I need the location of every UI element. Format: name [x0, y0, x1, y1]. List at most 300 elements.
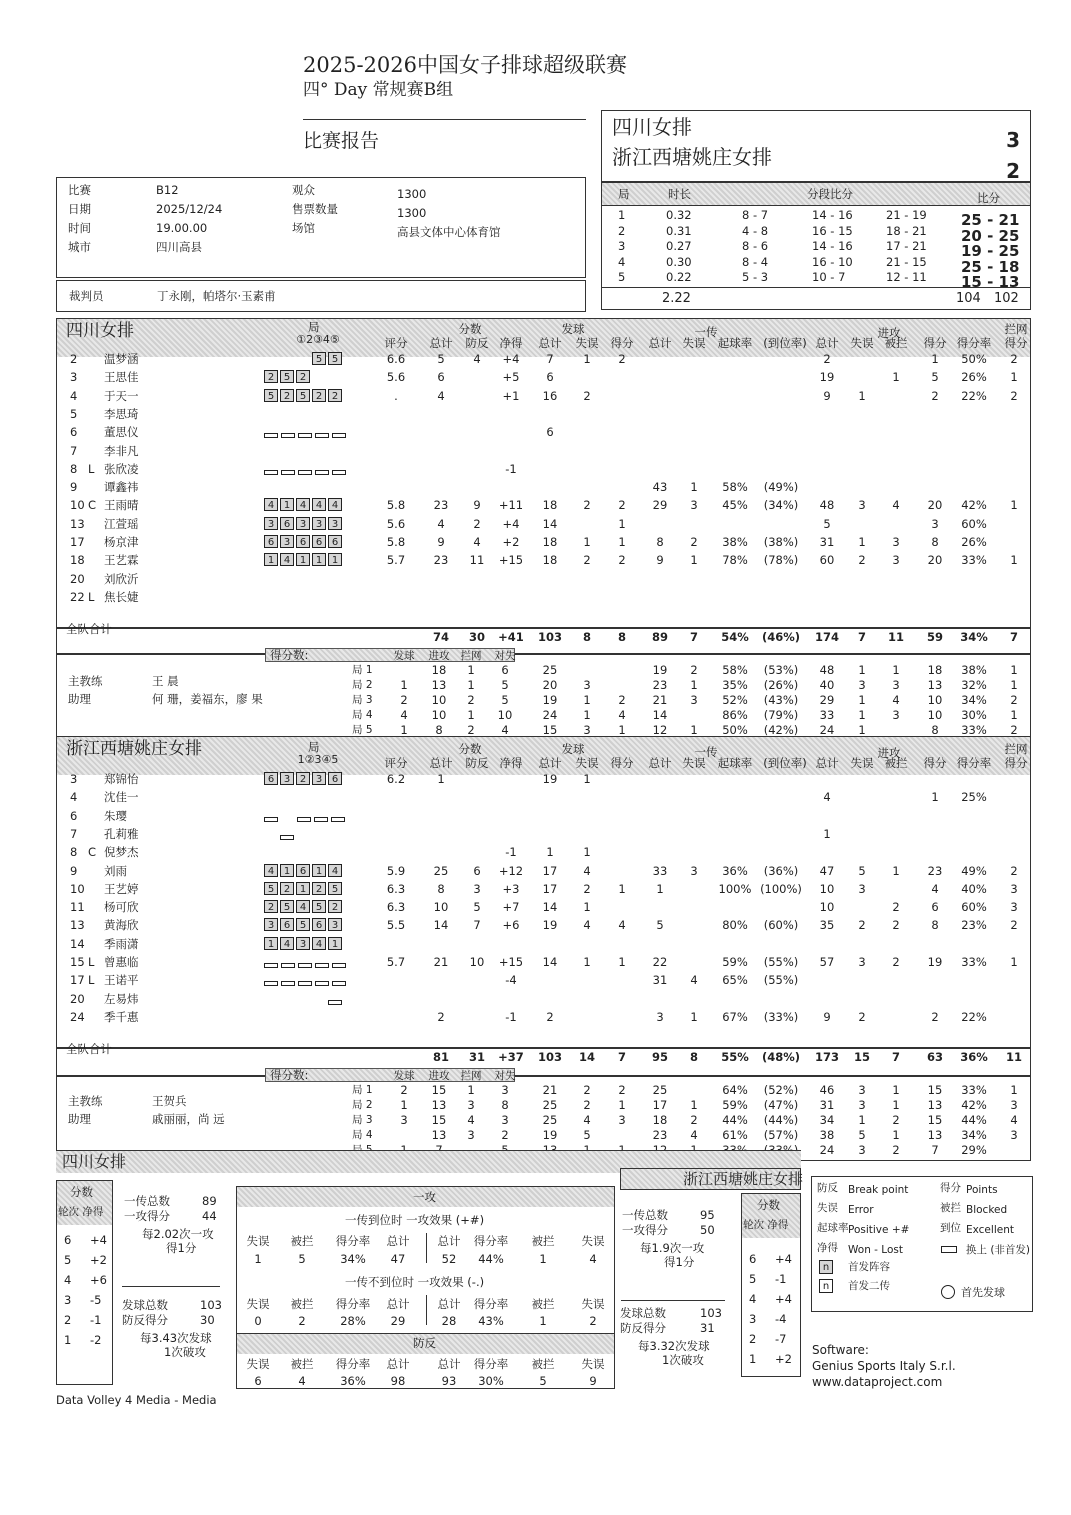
first-serve-circle-icon — [941, 1285, 955, 1299]
col-head-block: 拦网 — [1004, 322, 1028, 336]
rotation-empty — [264, 992, 278, 1005]
set-points-cell: 1 — [467, 678, 475, 692]
team-total-cell: 14 — [578, 1050, 595, 1064]
stat-cell: 1 — [618, 881, 626, 896]
set-stat-cell: 13 — [927, 1098, 943, 1112]
player-name: 季雨潇 — [104, 936, 139, 951]
set-label: 局 2 — [352, 1099, 373, 1111]
stat-cell: 3 — [690, 863, 698, 878]
stat-cell: 5.7 — [386, 955, 406, 969]
rotation-position: 2 — [296, 370, 310, 383]
stat-cell: +12 — [498, 863, 524, 878]
stat-cell: 80% — [722, 918, 748, 933]
rotation-position: 5 — [312, 900, 326, 913]
set-score: 25 - 21 — [961, 211, 1020, 229]
sub-marker — [298, 963, 312, 968]
stat-cell: 3 — [858, 881, 866, 896]
stat-cell: 23 — [433, 498, 449, 513]
good-pass-value: 1 — [539, 1252, 547, 1266]
legend-key: 防反 — [817, 1182, 838, 1194]
sub-marker — [281, 981, 295, 986]
team-total-cell: 36% — [960, 1050, 988, 1064]
stat-cell: 5.7 — [386, 553, 406, 568]
coach-label: 主教练 — [68, 674, 103, 688]
player-rotation — [264, 900, 344, 919]
stat-cell: 14 — [433, 918, 449, 933]
stat-cell: 9 — [473, 498, 481, 513]
set-stat-cell: 1 — [1010, 663, 1018, 677]
player-number: 3 — [70, 370, 78, 385]
rotation-net: -5 — [90, 1293, 102, 1307]
rotation-position: 4 — [296, 498, 310, 511]
stat-cell: 1 — [690, 553, 698, 568]
stat-cell: (55%) — [763, 973, 799, 988]
col-head-error: 失误 — [575, 336, 599, 350]
stat-cell: 33% — [961, 553, 987, 568]
rotation-empty — [297, 827, 311, 840]
set-stat-cell: 3 — [1010, 1128, 1018, 1142]
software-label: Software: — [812, 1343, 869, 1357]
counter-value: 30% — [478, 1374, 504, 1388]
info-value: B12 — [156, 183, 179, 197]
summary-label: 发球总数 — [122, 1298, 168, 1312]
setter-icon: n — [819, 1279, 833, 1293]
stat-cell: 3 — [931, 516, 939, 531]
rotation-position: 2 — [296, 772, 310, 785]
points-head: 拦网 — [460, 650, 482, 662]
attack-head: 失误 — [581, 1357, 605, 1371]
set-stat-cell: 3 — [892, 678, 900, 692]
rotation-position: 1 — [328, 937, 342, 950]
set-stat-cell: 5 — [858, 1128, 866, 1142]
stat-cell: 3 — [892, 553, 900, 568]
stat-cell: (34%) — [763, 498, 799, 513]
legend-desc: Break point — [848, 1184, 909, 1196]
rotation-position: 4 — [328, 498, 342, 511]
col-head-recv: 一传 — [694, 745, 718, 759]
stat-cell: 4 — [690, 973, 698, 988]
stat-cell: 4 — [473, 535, 481, 549]
col-head-point: 得分 — [923, 336, 947, 350]
set-stat-cell: 44% — [722, 1113, 748, 1127]
col-head-block: 拦网 — [1004, 742, 1028, 756]
stat-cell: 2 — [931, 388, 939, 403]
set-label: 局 3 — [352, 1114, 373, 1126]
rotation-position: 1 — [264, 937, 278, 950]
set-duration: 0.30 — [666, 254, 692, 269]
player-number: 6 — [70, 808, 78, 823]
stat-cell: 9 — [656, 553, 664, 568]
set-partial-8: 5 - 3 — [742, 270, 769, 284]
stat-cell: 8 — [931, 918, 939, 933]
home-team-name: 四川女排 — [612, 115, 692, 139]
info-label: 日期 — [68, 202, 91, 216]
rotation-position: 2 — [264, 900, 278, 913]
assistant-label: 助理 — [68, 1112, 91, 1126]
team-total-cell: +37 — [498, 1050, 524, 1064]
stat-cell: 5 — [473, 900, 481, 915]
attack-head: 总计 — [437, 1357, 461, 1371]
set-points-cell: 2 — [467, 723, 475, 737]
player-number: 10 — [70, 498, 85, 513]
player-number: 14 — [70, 936, 85, 951]
col-head-total: 总计 — [815, 336, 839, 350]
rotation-position: 2 — [328, 900, 342, 913]
stat-cell: . — [394, 388, 398, 403]
rotation-empty — [264, 352, 278, 365]
stat-cell: 31 — [652, 973, 668, 988]
set-stat-cell: 2 — [618, 693, 626, 707]
player-rotation — [264, 772, 344, 791]
stat-cell: 1 — [656, 881, 664, 896]
summary-label: 一攻得分 — [124, 1209, 170, 1223]
stat-cell: +6 — [502, 918, 520, 933]
stat-cell: 6.2 — [386, 772, 406, 786]
legend-desc: Error — [848, 1204, 874, 1216]
set-stat-cell: 1 — [690, 723, 698, 737]
player-rotation — [264, 992, 345, 1011]
player-rotation — [264, 809, 348, 828]
sub-marker-icon — [941, 1246, 957, 1253]
home-sets-won: 3 — [1006, 128, 1020, 152]
stat-cell: 18 — [542, 498, 558, 513]
stat-cell: 5 — [656, 918, 664, 933]
set-stat-cell: 1 — [618, 723, 626, 737]
player-rotation — [264, 352, 344, 371]
col-head-excellent: (到位率) — [763, 336, 807, 350]
stat-cell: 21 — [433, 955, 449, 969]
points-head: 发球 — [393, 1070, 415, 1082]
rotation-position: 4 — [264, 864, 278, 877]
team-total-cell: 59 — [926, 630, 943, 644]
set-stat-cell: (79%) — [763, 708, 799, 722]
legend-desc: 首发二传 — [848, 1280, 890, 1292]
rotation-position: 2 — [312, 882, 326, 895]
set-stat-cell: 1 — [858, 1113, 866, 1127]
attack-head: 总计 — [437, 1234, 461, 1248]
set-stat-cell: 17 — [652, 1098, 668, 1112]
player-name: 黄海欣 — [104, 918, 139, 933]
player-rotation — [264, 498, 344, 517]
stat-cell: 3 — [858, 498, 866, 513]
set-stat-cell: 24 — [819, 1143, 835, 1157]
set-stat-cell: 42% — [961, 1098, 987, 1112]
summary-value: 30 — [200, 1313, 215, 1327]
set-stat-cell: 19 — [542, 1128, 558, 1142]
rotation-net: -2 — [90, 1333, 102, 1347]
player-name: 孔莉雅 — [104, 826, 139, 841]
team-total-cell: 11 — [1005, 1050, 1022, 1064]
referee-label: 裁判员 — [69, 289, 104, 303]
set-stat-cell: 25 — [542, 1098, 558, 1112]
attack-head: 被拦 — [290, 1297, 314, 1311]
stat-cell: 2 — [437, 1009, 445, 1024]
set-stat-cell: (57%) — [763, 1128, 799, 1142]
stat-cell: 4 — [437, 516, 445, 531]
stat-cell: 1 — [858, 535, 866, 549]
total-duration: 2.22 — [662, 291, 691, 306]
col-head-point: 得分 — [923, 756, 947, 770]
set-stat-cell: 12 — [652, 723, 668, 737]
stat-cell: 1 — [583, 845, 591, 860]
stat-cell: 6 — [546, 370, 554, 385]
rotation-position: 6 — [280, 918, 294, 931]
info-label: 时间 — [68, 221, 91, 235]
col-head-bp: 防反 — [465, 756, 489, 770]
set-points-cell: 10 — [431, 693, 447, 707]
stat-cell: 47 — [819, 863, 835, 878]
player-role: L — [88, 955, 95, 969]
set-stat-cell: 59% — [722, 1098, 748, 1112]
rotation-number: 1 — [749, 1352, 757, 1366]
attack-head: 得分率 — [473, 1234, 509, 1248]
stat-cell: 1 — [823, 826, 831, 841]
set-stat-cell: 10 — [927, 693, 943, 707]
set-partial-8: 8 - 6 — [742, 239, 769, 253]
rotation-number: 6 — [749, 1252, 757, 1266]
set-points-cell: 3 — [467, 1098, 475, 1112]
set-points-cell: 3 — [400, 1113, 408, 1127]
stat-cell: +15 — [498, 955, 524, 969]
player-number: 4 — [70, 388, 78, 403]
summary-note: 得1分 — [166, 1241, 197, 1255]
set-stat-cell: 2 — [583, 1083, 591, 1097]
rotation-position: 4 — [296, 900, 310, 913]
player-number: 8 — [70, 845, 78, 860]
fangfan-label: 防反 — [413, 1336, 436, 1350]
player-rotation — [264, 535, 344, 554]
set-stat-cell: 34 — [819, 1113, 835, 1127]
stat-cell: 2 — [583, 498, 591, 513]
rotation-empty — [296, 352, 310, 365]
player-name: 谭鑫祎 — [104, 480, 139, 495]
stat-cell: (60%) — [763, 918, 799, 933]
rotation-position: 1 — [264, 553, 278, 566]
stat-cell: 78% — [722, 553, 748, 568]
stat-cell: 6 — [437, 370, 445, 385]
col-head-total: 总计 — [648, 756, 672, 770]
team-total-cell: 7 — [891, 1050, 900, 1064]
stat-cell: +1 — [502, 388, 520, 403]
set-points-cell: 18 — [431, 663, 447, 677]
stat-cell: 1 — [618, 955, 626, 969]
rotation-position: 3 — [280, 535, 294, 548]
stat-cell: +15 — [498, 553, 524, 568]
stat-cell: -4 — [505, 973, 517, 988]
player-number: 17 — [70, 973, 85, 988]
player-name: 于天一 — [104, 388, 139, 403]
team-total-cell: 7 — [617, 1050, 626, 1064]
col-head-pct: 得分率 — [956, 336, 992, 350]
rotation-position: 2 — [264, 370, 278, 383]
player-name: 杨可欣 — [104, 900, 139, 915]
stat-cell: 2 — [892, 918, 900, 933]
rotation-empty — [264, 827, 278, 840]
stat-cell: 58% — [722, 480, 748, 495]
sub-marker — [264, 981, 278, 986]
stat-cell: 4 — [823, 790, 831, 805]
attack-head: 得分率 — [335, 1234, 371, 1248]
set-stat-cell: (43%) — [763, 693, 799, 707]
player-number: 22 — [70, 589, 85, 604]
summary-value: 31 — [700, 1321, 715, 1335]
good-pass-value: 34% — [340, 1252, 366, 1266]
col-head-total: 总计 — [538, 756, 562, 770]
stat-cell: 1 — [690, 480, 698, 495]
set-partial-21: 17 - 21 — [886, 239, 927, 253]
player-name: 江萱瑶 — [104, 516, 139, 531]
points-head: 发球 — [393, 650, 415, 662]
player-number: 18 — [70, 553, 85, 568]
points-head: 进攻 — [428, 650, 450, 662]
attack-head: 得分率 — [335, 1297, 371, 1311]
stat-cell: 19 — [542, 918, 558, 933]
stat-cell: -1 — [505, 845, 517, 860]
stat-cell: 1 — [1010, 498, 1018, 513]
stat-cell: 7 — [473, 918, 481, 933]
rotation-position: 6 — [328, 772, 342, 785]
set-score: 19 - 25 — [961, 242, 1020, 260]
set-stat-cell: 30% — [961, 708, 987, 722]
set-points-cell: 15 — [431, 1083, 447, 1097]
stat-cell: 17 — [542, 863, 558, 878]
yigong-label: 一攻 — [413, 1190, 436, 1204]
set-points-cell: 1 — [467, 1083, 475, 1097]
team-total-cell: 30 — [468, 630, 485, 644]
legend-desc: Points — [966, 1184, 998, 1196]
summary-away-name: 浙江西塘姚庄女排 — [683, 1170, 804, 1188]
player-rotation — [264, 553, 344, 572]
stat-cell: 4 — [473, 352, 481, 366]
stat-cell: (78%) — [763, 553, 799, 568]
set-stat-cell: 1 — [892, 663, 900, 677]
set-stat-cell: 13 — [927, 1128, 943, 1142]
team-total-cell: 55% — [721, 1050, 749, 1064]
rotation-empty — [313, 827, 327, 840]
stat-cell: 33 — [652, 863, 668, 878]
set-stat-cell: 32% — [961, 678, 987, 692]
rotation-net: -1 — [90, 1313, 102, 1327]
stat-cell: 40% — [961, 881, 987, 896]
stat-cell: 6 — [931, 900, 939, 915]
rotation-empty — [280, 992, 294, 1005]
set-points-cell: 8 — [435, 723, 443, 737]
stat-cell: 1 — [1010, 370, 1018, 385]
stat-cell: 6 — [473, 863, 481, 878]
stat-cell: 25% — [961, 790, 987, 805]
team-total-cell: 31 — [468, 1050, 485, 1064]
rotation-position: 2 — [280, 882, 294, 895]
team-total-cell: 95 — [651, 1050, 668, 1064]
rotation-net: +6 — [90, 1273, 107, 1287]
player-rotation — [264, 937, 344, 956]
stat-cell: 50% — [961, 352, 987, 366]
stat-cell: 1 — [437, 772, 445, 786]
attack-head: 总计 — [386, 1234, 410, 1248]
stat-cell: +3 — [502, 881, 520, 896]
set-stat-cell: 1 — [690, 678, 698, 692]
set-label: 局 4 — [352, 709, 373, 721]
sub-marker — [280, 835, 294, 840]
stat-cell: (55%) — [763, 955, 799, 969]
rotation-empty — [328, 370, 342, 383]
stat-cell: 22 — [652, 955, 668, 969]
player-name: 曾惠临 — [104, 955, 139, 969]
col-head-rating: 评分 — [384, 336, 408, 350]
player-number: 13 — [70, 516, 85, 531]
set-partial-8: 8 - 7 — [742, 208, 769, 222]
team-total-cell: (46%) — [761, 630, 801, 644]
rotation-position: 5 — [264, 882, 278, 895]
stat-cell: 14 — [542, 900, 558, 915]
player-name: 郑锦怡 — [104, 772, 139, 786]
player-name: 王艺霖 — [104, 553, 139, 568]
rotation-position: 4 — [280, 553, 294, 566]
stat-cell: 6.6 — [386, 352, 406, 366]
stat-cell: +2 — [502, 535, 520, 549]
attack-head: 总计 — [437, 1297, 461, 1311]
summary-note: 每3.32次发球 — [638, 1339, 710, 1353]
rotation-position: 3 — [264, 517, 278, 530]
set-stat-cell: 24 — [819, 723, 835, 737]
legend-key: 被拦 — [940, 1202, 961, 1214]
set-partial-16: 14 - 16 — [812, 208, 853, 222]
stat-cell: 3 — [473, 881, 481, 896]
sets-head-set: 局 — [618, 187, 630, 201]
good-pass-label: 一传到位时 一攻效果 (+#) — [345, 1213, 485, 1227]
stat-cell: 5.6 — [386, 370, 406, 385]
player-number: 7 — [70, 443, 78, 458]
rotation-position: 2 — [312, 389, 326, 402]
set-stat-cell: 1 — [583, 708, 591, 722]
sub-marker — [332, 433, 346, 438]
page-subtitle: 四° Day 常规赛B组 — [303, 80, 454, 100]
stat-cell: 1 — [858, 388, 866, 403]
set-score: 20 - 25 — [961, 226, 1020, 245]
set-stat-cell: 3 — [858, 1098, 866, 1112]
rotation-number: 2 — [64, 1313, 72, 1327]
stat-cell: 5 — [823, 516, 831, 531]
set-number: 5 — [618, 270, 626, 284]
player-name: 杨京津 — [104, 535, 139, 549]
set-stat-cell: 14 — [652, 708, 668, 722]
set-points-cell: 4 — [501, 723, 509, 737]
stat-cell: 4 — [583, 918, 591, 933]
player-rotation — [264, 973, 349, 992]
stat-cell: 9 — [823, 1009, 831, 1024]
rotation-position: 5 — [296, 918, 310, 931]
rotation-number: 3 — [749, 1312, 757, 1326]
player-number: 4 — [70, 790, 78, 805]
set-stat-cell: 20 — [542, 678, 558, 692]
info-label: 场馆 — [292, 221, 315, 235]
team-total-cell: 11 — [887, 630, 904, 644]
info-value: 1300 — [397, 206, 427, 220]
set-partial-16: 14 - 16 — [812, 239, 853, 253]
stat-cell: 65% — [722, 973, 748, 988]
summary-value: 89 — [202, 1194, 217, 1208]
set-stat-cell: 48 — [819, 663, 835, 677]
stat-cell: 4 — [437, 388, 445, 403]
set-points-cell: 1 — [467, 708, 475, 722]
team-total-cell: 8 — [582, 630, 591, 644]
set-stat-cell: 1 — [892, 1128, 900, 1142]
bad-pass-value: 2 — [589, 1314, 597, 1328]
col-head-excellent: (到位率) — [763, 756, 807, 770]
stat-cell: 29 — [652, 498, 668, 513]
rotation-net: -4 — [775, 1312, 787, 1326]
legend-key: 净得 — [817, 1242, 838, 1254]
